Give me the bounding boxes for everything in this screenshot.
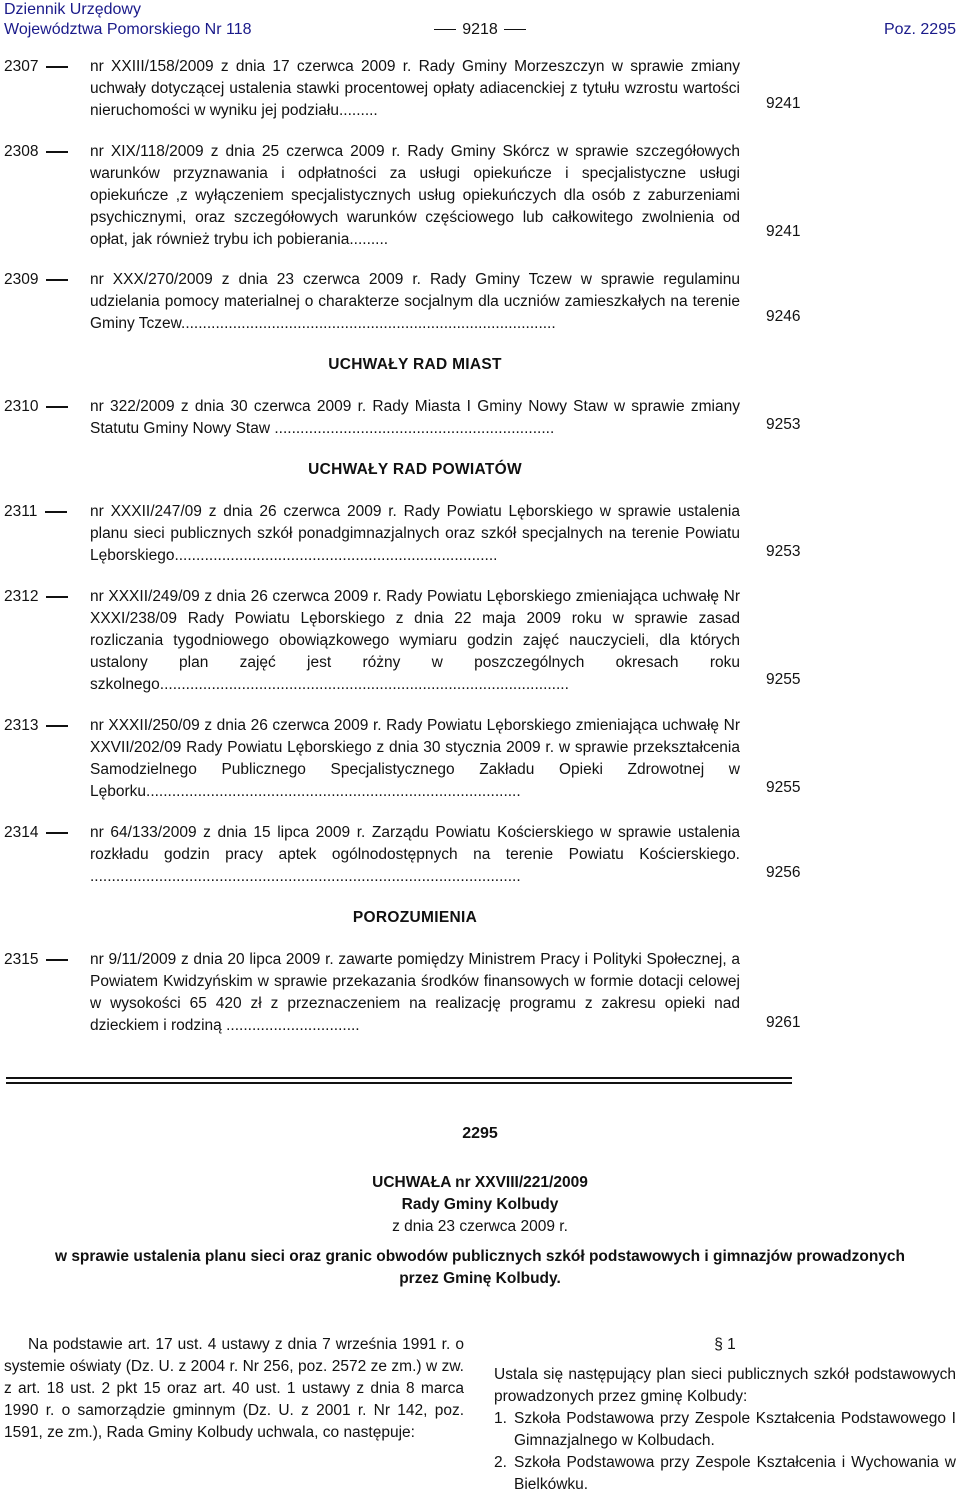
entry-page: 9256 — [766, 864, 801, 881]
entry-page: 9253 — [766, 543, 801, 560]
act-title — [0, 1172, 960, 1216]
entry-text: nr XXIII/158/2009 z dnia 17 czerwca 2009 r. Rady Gminy Morzeszczyn w sprawie zmiany uchwały dotyczącej ustalenia stawki procentowej opłaty adiacenckiej z tytułu wzrostu wartości nieruchomości w wyniku jej podziału......... — [90, 58, 740, 119]
entry-page: 9261 — [766, 1014, 801, 1031]
entry-page: 9255 — [766, 671, 801, 688]
entry-page: 9246 — [766, 308, 801, 325]
entry-page: 9255 — [766, 779, 801, 796]
entry-text: nr XIX/118/2009 z dnia 25 czerwca 2009 r. Rady Gminy Skórcz w sprawie szczegółowych warunków przyznawania i odpłatności za usługi opiekuńcze i specjalistyczne usługi opiekuńcze ,z wyłączeniem specjalistycznych usług opiekuńczych dla osób z zaburzeniami psychicznymi, oraz szczegółowych warunków częściowego lub całkowitego zwolnienia od opłat, jak również trybu ich pobierania......... — [90, 143, 740, 248]
paragraph-intro: Ustala się następujący plan sieci publicznych szkół podstawowych prowadzonych przez gminę Kolbudy: — [494, 1366, 956, 1405]
paragraph-1 — [494, 1334, 956, 1496]
section-heading-powiatow: UCHWAŁY RAD POWIATÓW — [308, 461, 522, 478]
entry-text: nr 9/11/2009 z dnia 20 lipca 2009 r. zawarte pomiędzy Ministrem Pracy i Polityki Społecznej, a Powiatem Kwidzyńskim w sprawie przekazania środków finansowych w formie dotacji celowej w wysokości 65 420 zł z przeznaczeniem na realizację programu z zakresu opieki nad dzieckiem i rodziną ............................... — [90, 951, 740, 1034]
list-item: 1. Szkoła Podstawowa przy Zespole Kształcenia Podstawowego I Gimnazjalnego w Kolbudach. — [494, 1410, 956, 1449]
entry-text: nr 64/133/2009 z dnia 15 lipca 2009 r. Zarządu Powiatu Kościerskiego w sprawie ustalenia rozkładu godzin pracy aptek ogólnodostępnych na terenie Powiatu Kościerskiego. .................................................................................................... — [90, 824, 740, 885]
entry-page: 9241 — [766, 95, 801, 112]
act-number: 2295 — [462, 1125, 498, 1142]
act-subject: w sprawie ustalenia planu sieci oraz granic obwodów publicznych szkół podstawowych i gimnazjów prowadzonych przez Gminę Kolbudy. — [54, 1248, 906, 1287]
journal-title-line1: Dziennik Urzędowy — [4, 1, 141, 18]
entry-page: 9241 — [766, 223, 801, 240]
act-title-line1: UCHWAŁA nr XXVIII/221/2009 — [372, 1174, 588, 1191]
preamble — [4, 1334, 464, 1444]
entry-number: 2313 — [4, 715, 68, 737]
double-rule — [6, 1082, 792, 1084]
act-date: z dnia 23 czerwca 2009 r. — [392, 1218, 568, 1235]
act-title-line2: Rady Gminy Kolbudy — [401, 1196, 559, 1213]
entry-number: 2312 — [4, 586, 68, 608]
preamble-text: Na podstawie art. 17 ust. 4 ustawy z dnia 7 września 1991 r. o systemie oświaty (Dz. U. z 2004 r. Nr 256, poz. 2572 ze zm.) w zw. z art. 18 ust. 2 pkt 15 oraz art. 40 ust. 1 ustawy z dnia 8 marca 1990 r. o samorządzie gminnym (Dz. U. z 2001 r. Nr 142, poz. 1591, ze zm.), Rada Gminy Kolbudy uchwala, co następuje: — [4, 1336, 464, 1441]
entry-text: nr XXXII/249/09 z dnia 26 czerwca 2009 r. Rady Powiatu Lęborskiego zmieniająca uchwałę Nr XXXI/238/09 Rady Powiatu Lęborskiego z dnia 22 maja 2009 roku w sprawie zasad rozliczania tygodniowego obowiązkowego wymiaru godzin zajęć nauczycieli, dla których ustalony plan zajęć jest różny w poszczególnych okresach roku szkolnego............................................................................................... — [90, 588, 740, 693]
entry-number: 2308 — [4, 141, 68, 163]
entry-number: 2314 — [4, 822, 68, 844]
journal-title-line2: Województwa Pomorskiego Nr 118 — [4, 21, 252, 38]
entry-text: nr XXX/270/2009 z dnia 23 czerwca 2009 r. Rady Gminy Tczew w sprawie regulaminu udzielania pomocy materialnej o charakterze socjalnym dla uczniów zamieszkałych na terenie Gminy Tczew....................................................................................... — [90, 271, 740, 332]
page-number: 9218 — [0, 20, 960, 40]
entry-number: 2309 — [4, 269, 68, 291]
entry-number: 2310 — [4, 396, 68, 418]
entry-text: nr 322/2009 z dnia 30 czerwca 2009 r. Rady Miasta I Gminy Nowy Staw w sprawie zmiany Statutu Gminy Nowy Staw ................................................................. — [90, 398, 740, 437]
position-number: Poz. 2295 — [883, 21, 956, 38]
entry-number: 2311 — [4, 501, 67, 523]
paragraph-mark: § 1 — [714, 1336, 736, 1353]
entry-number: 2307 — [4, 56, 68, 78]
list-item: 2. Szkoła Podstawowa przy Zespole Kształcenia i Wychowania w Bielkówku. — [494, 1454, 956, 1493]
entry-number: 2315 — [4, 949, 68, 971]
section-heading-miast: UCHWAŁY RAD MIAST — [328, 356, 502, 373]
entry-text: nr XXXII/247/09 z dnia 26 czerwca 2009 r. Rady Powiatu Lęborskiego w sprawie ustalenia planu sieci publicznych szkół ponadgimnazjalnych oraz szkół specjalnych na terenie Powiatu Lęborskiego........................................................................... — [90, 503, 740, 564]
entry-page: 9253 — [766, 416, 801, 433]
dash-decoration — [504, 29, 526, 30]
section-heading-porozumienia: POROZUMIENIA — [352, 909, 478, 926]
dash-decoration — [434, 29, 456, 30]
entry-text: nr XXXII/250/09 z dnia 26 czerwca 2009 r. Rady Powiatu Lęborskiego zmieniająca uchwałę Nr XXVII/202/09 Rady Powiatu Lęborskiego z dnia 30 stycznia 2009 r. w sprawie przekształcenia Samodzielnego Publicznego Specjalistycznego Zakładu Opieki Zdrowotnej w Lęborku....................................................................................... — [90, 717, 740, 800]
double-rule — [6, 1077, 792, 1079]
